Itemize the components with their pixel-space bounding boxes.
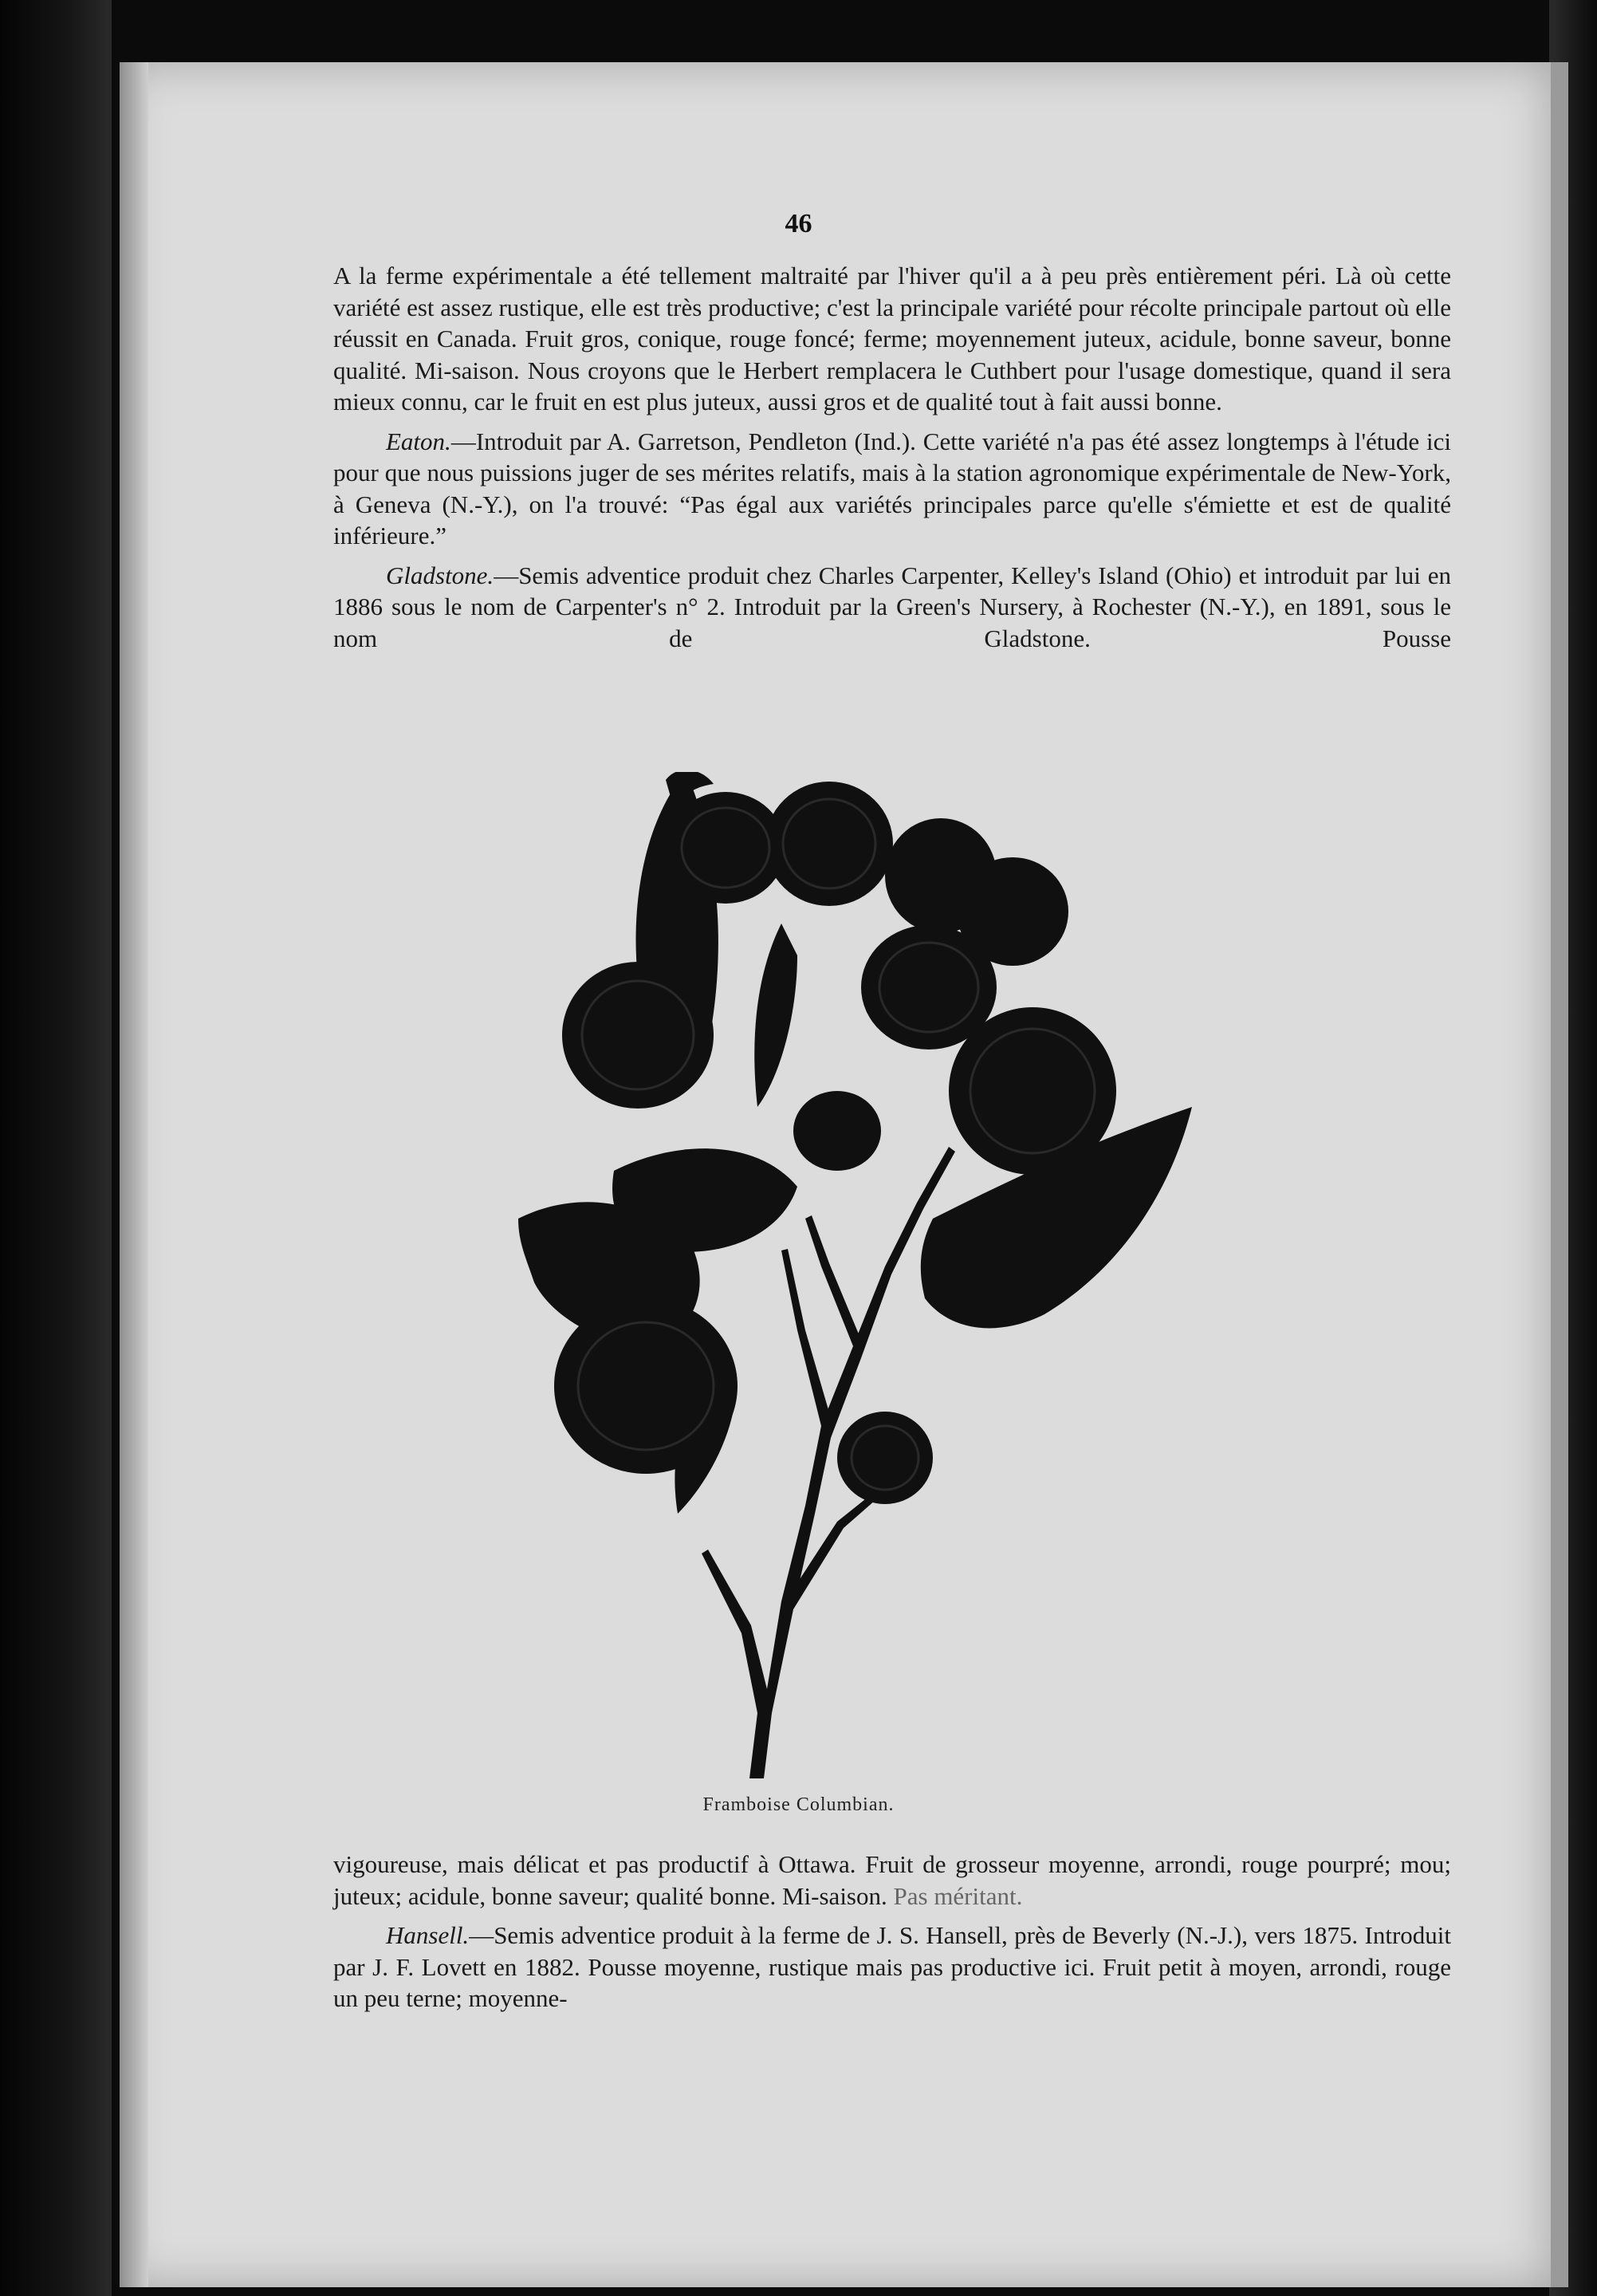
paragraph-gladstone-text: —Semis adventice produit chez Charles Carpenter, Kelley's Island (Ohio) et introduit par lui en 1886 sous le nom de Carpenter's n° 2. Introduit par la Green's Nursery, à Rochester (N.-Y.), en 1891, sous le nom de Gladstone. Pousse — [333, 561, 1451, 652]
text-block-bottom — [333, 1849, 1451, 2022]
variety-name-gladstone: Gladstone. — [386, 561, 494, 589]
variety-name-eaton: Eaton. — [386, 427, 451, 455]
paragraph-hansell-text: —Semis adventice produit à la ferme de J. S. Hansell, près de Beverly (N.-J.), vers 1875. Introduit par J. F. Lovett en 1882. Pousse moyenne, rustique mais pas productive ici. Fruit petit à moyen, arrondi, rouge un peu terne; moyenne- — [333, 1921, 1451, 2012]
paragraph-gladstone-continued — [333, 1849, 1451, 1912]
paragraph-hansell — [333, 1920, 1451, 2014]
paragraph-eaton-text: —Introduit par A. Garretson, Pendleton (Ind.). Cette variété n'a pas été assez longtemps à l'étude ici pour que nous puissions juger de ses mérites relatifs, mais à la station agronomique expérimentale de New-York, à Geneva (N.-Y.), on l'a trouvé: “Pas égal aux variétés principales parce qu'elle s'émiette et est de qualité inférieure.” — [333, 427, 1451, 549]
scan-border-left — [0, 0, 112, 2296]
figure-caption: Framboise Columbian. — [702, 1794, 895, 1815]
paragraph-herbert-continued: A la ferme expérimentale a été tellement maltraité par l'hiver qu'il a à peu près entièrement péri. Là où cette variété est assez rustique, elle est très productive; c'est la principale variété pour récolte principale partout où elle réussit en Canada. Fruit gros, conique, rouge foncé; ferme; moyennement juteux, acidule, bonne saveur, bonne qualité. Mi-saison. Nous croyons que le Herbert remplacera le Cuthbert pour l'usage domestique, quand il sera mieux connu, car le fruit en est plus juteux, aussi gros et de qualité tout à fait aussi bonne. — [333, 262, 1451, 415]
verdict-gladstone: Pas méritant. — [893, 1881, 1023, 1910]
text-block-top — [333, 260, 1451, 662]
page-binding-shadow — [120, 62, 148, 2287]
raspberry-illustration — [518, 772, 1260, 1778]
paragraph-gladstone-continued-text: vigoureuse, mais délicat et pas productif à Ottawa. Fruit de grosseur moyenne, arrondi, rouge pourpré; mou; juteux; acidule, bonne saveur; qualité bonne. Mi-saison. — [333, 1850, 1451, 1910]
paragraph-eaton — [333, 426, 1451, 552]
page-number: 46 — [785, 209, 812, 238]
paragraph-gladstone — [333, 560, 1451, 655]
variety-name-hansell: Hansell. — [386, 1921, 470, 1949]
page-edge-right — [1551, 62, 1568, 2287]
